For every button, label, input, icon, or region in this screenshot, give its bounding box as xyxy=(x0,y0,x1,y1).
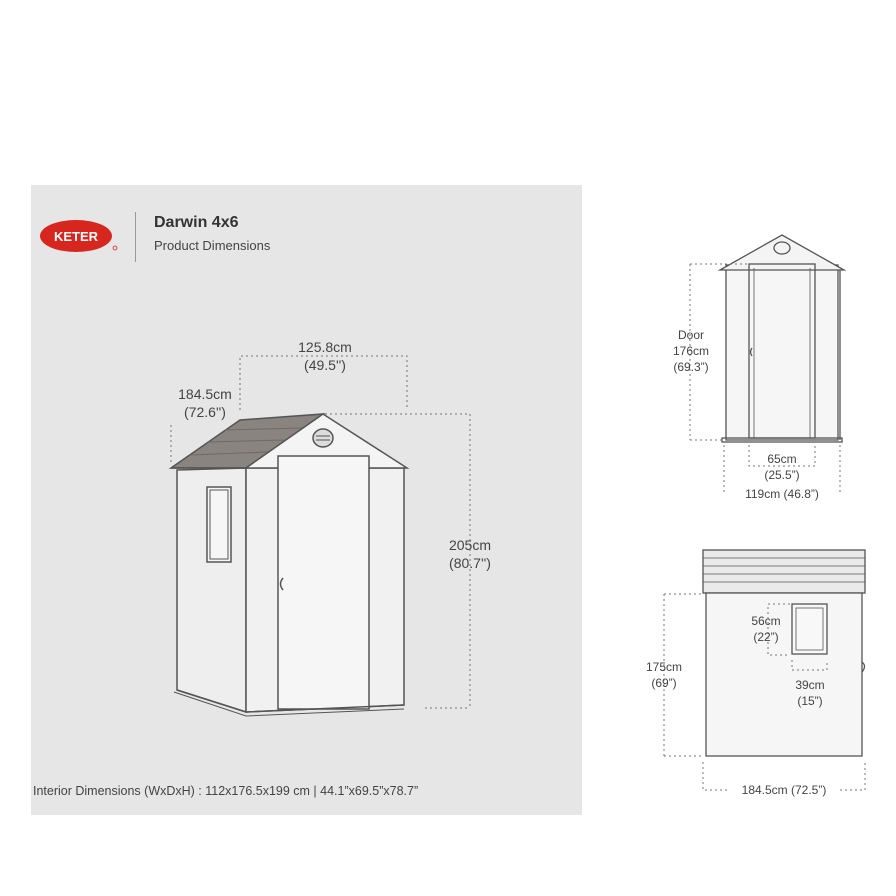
side-depth-label: 184.5cm (72.5”) xyxy=(728,782,840,798)
depth-label: 184.5cm (72.6'') xyxy=(178,386,232,420)
window-height-label: 56cm (22”) xyxy=(751,614,781,644)
window-width-label: 39cm (15”) xyxy=(795,678,825,708)
width-label: 125.8cm (49.5'') xyxy=(298,339,352,373)
product-subtitle: Product Dimensions xyxy=(154,238,271,253)
door-height-label: Door 176cm (69.3”) xyxy=(672,328,710,374)
height-label: 205cm (80.7'') xyxy=(448,537,492,571)
side-height-label: 175cm (69”) xyxy=(645,660,683,690)
logo-text: KETER xyxy=(53,229,99,244)
interior-dimensions: Interior Dimensions (WxDxH) : 112x176.5x199 cm | 44.1”x69.5”x78.7” xyxy=(33,784,419,798)
front-width-label: 119cm (46.8”) xyxy=(745,487,819,501)
product-title: Darwin 4x6 xyxy=(154,214,239,231)
door-width-label: 65cm (25.5”) xyxy=(764,452,800,482)
